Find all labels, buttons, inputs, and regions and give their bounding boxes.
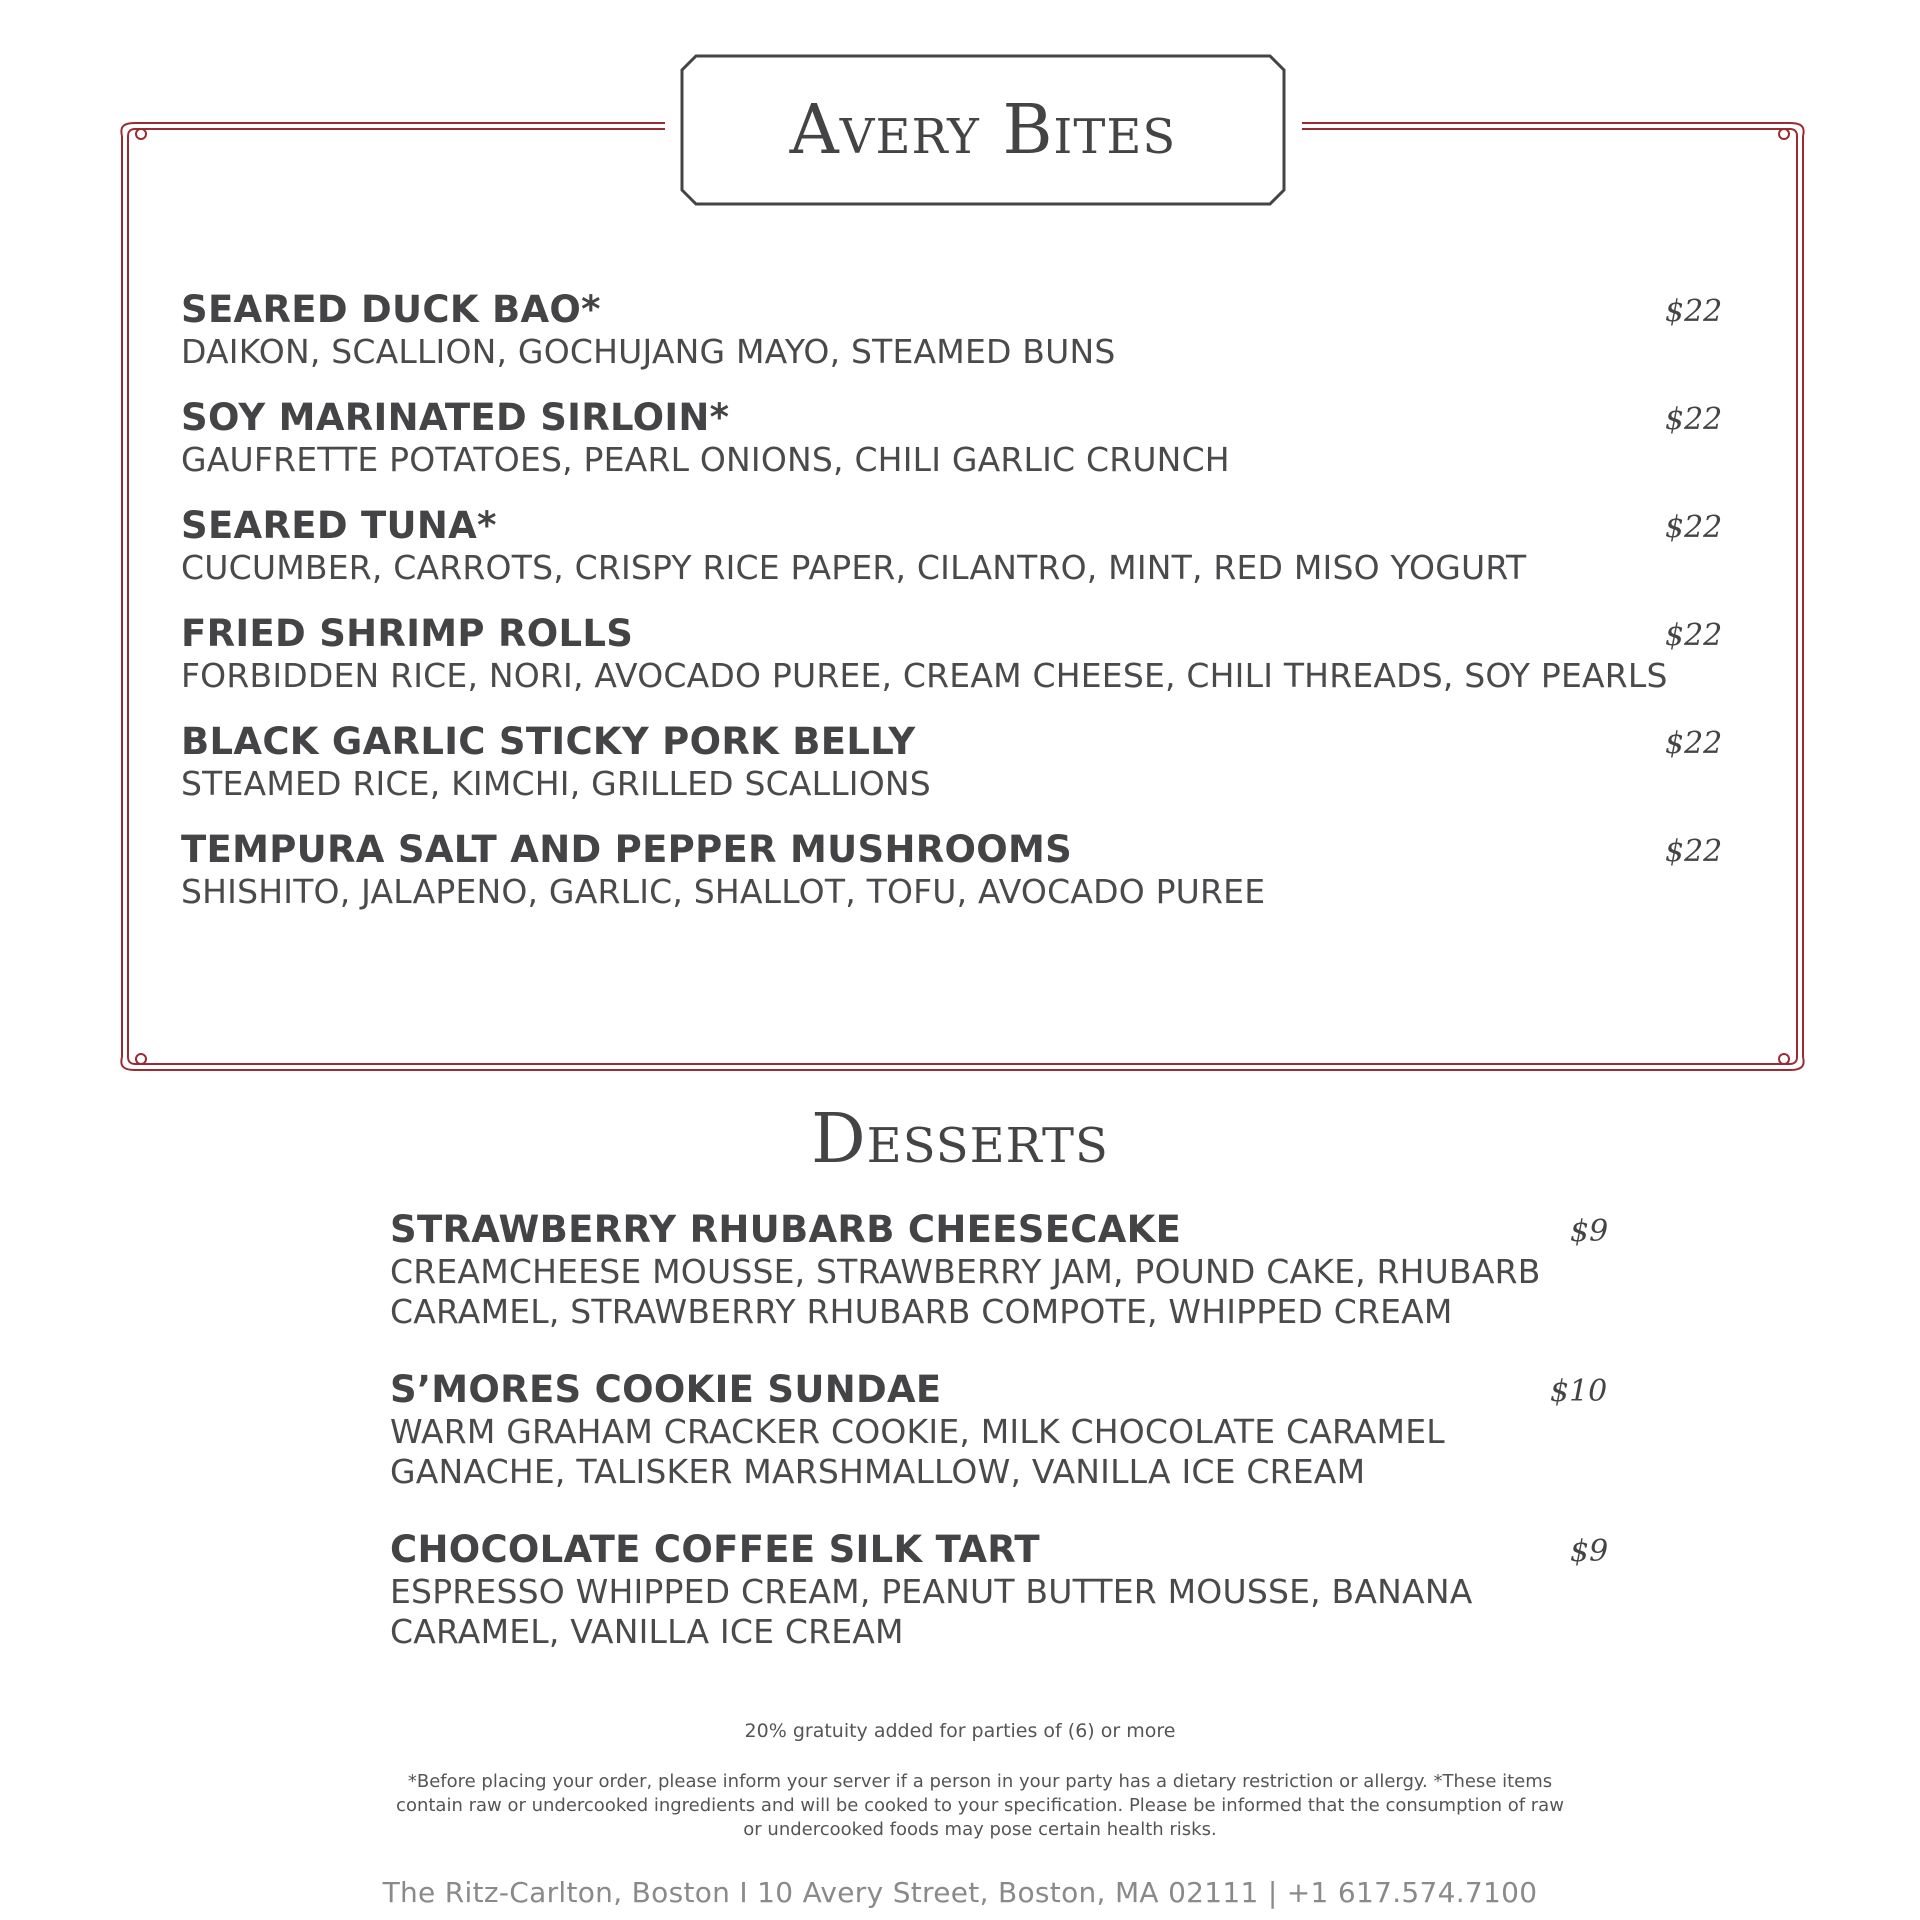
- avery-bites-title-plaque: [680, 54, 1286, 206]
- avery-bites-list: [181, 288, 1741, 936]
- menu-item: [181, 396, 1741, 480]
- desserts-list: [390, 1208, 1610, 1688]
- menu-item-price: $22: [1665, 510, 1723, 545]
- menu-item-description: GAUFRETTE POTATOES, PEARL ONIONS, CHILI GARLIC CRUNCH: [181, 440, 1230, 479]
- menu-item-description: FORBIDDEN RICE, NORI, AVOCADO PUREE, CREAM CHEESE, CHILI THREADS, SOY PEARLS: [181, 656, 1668, 695]
- menu-item-description: SHISHITO, JALAPENO, GARLIC, SHALLOT, TOFU, AVOCADO PUREE: [181, 872, 1266, 911]
- allergy-disclaimer: *Before placing your order, please inform your server if a person in your party has a dietary restriction or allergy. *These items contain raw or undercooked ingredients and will be cooked to your specification. Please be informed that the consumption of raw or undercooked foods may pose certain health risks.: [396, 1771, 1564, 1840]
- dessert-item-price: $10: [1550, 1374, 1608, 1409]
- dessert-item: [390, 1368, 1610, 1492]
- dessert-item-name: STRAWBERRY RHUBARB CHEESECAKE: [390, 1208, 1182, 1251]
- dessert-item-name: CHOCOLATE COFFEE SILK TART: [390, 1528, 1040, 1571]
- menu-item-name: FRIED SHRIMP ROLLS: [181, 612, 634, 655]
- menu-item-description: DAIKON, SCALLION, GOCHUJANG MAYO, STEAMED BUNS: [181, 332, 1116, 371]
- menu-item-price: $22: [1665, 618, 1723, 653]
- menu-item: [181, 720, 1741, 804]
- menu-item: [181, 504, 1741, 588]
- menu-item-price: $22: [1665, 294, 1723, 329]
- dessert-item-price: $9: [1570, 1214, 1609, 1249]
- menu-item-name: SEARED DUCK BAO*: [181, 288, 601, 331]
- dessert-item: [390, 1208, 1610, 1332]
- menu-item-description: CUCUMBER, CARROTS, CRISPY RICE PAPER, CILANTRO, MINT, RED MISO YOGURT: [181, 548, 1527, 587]
- menu-item-price: $22: [1665, 834, 1723, 869]
- dessert-item-description: ESPRESSO WHIPPED CREAM, PEANUT BUTTER MOUSSE, BANANA CARAMEL, VANILLA ICE CREAM: [390, 1572, 1473, 1651]
- menu-item-name: SOY MARINATED SIRLOIN*: [181, 396, 730, 439]
- menu-item-price: $22: [1665, 402, 1723, 437]
- dessert-item-price: $9: [1570, 1534, 1609, 1569]
- desserts-title: Desserts: [811, 1100, 1109, 1179]
- menu-item-description: STEAMED RICE, KIMCHI, GRILLED SCALLIONS: [181, 764, 931, 803]
- footer-address: The Ritz-Carlton, Boston I 10 Avery Street, Boston, MA 02111 | +1 617.574.7100: [382, 1876, 1538, 1909]
- menu-item: [181, 828, 1741, 912]
- menu-item-price: $22: [1665, 726, 1723, 761]
- gratuity-note: 20% gratuity added for parties of (6) or more: [744, 1720, 1176, 1742]
- menu-item: [181, 288, 1741, 372]
- menu-item: [181, 612, 1741, 696]
- dessert-item-description: CREAMCHEESE MOUSSE, STRAWBERRY JAM, POUND CAKE, RHUBARB CARAMEL, STRAWBERRY RHUBARB COMPOTE, WHIPPED CREAM: [390, 1252, 1541, 1331]
- menu-item-name: SEARED TUNA*: [181, 504, 497, 547]
- dessert-item: [390, 1528, 1610, 1652]
- avery-bites-title: Avery Bites: [789, 90, 1177, 170]
- dessert-item-name: S’MORES COOKIE SUNDAE: [390, 1368, 942, 1411]
- dessert-item-description: WARM GRAHAM CRACKER COOKIE, MILK CHOCOLATE CARAMEL GANACHE, TALISKER MARSHMALLOW, VANILLA ICE CREAM: [390, 1412, 1445, 1491]
- menu-item-name: BLACK GARLIC STICKY PORK BELLY: [181, 720, 916, 763]
- menu-item-name: TEMPURA SALT AND PEPPER MUSHROOMS: [181, 828, 1073, 871]
